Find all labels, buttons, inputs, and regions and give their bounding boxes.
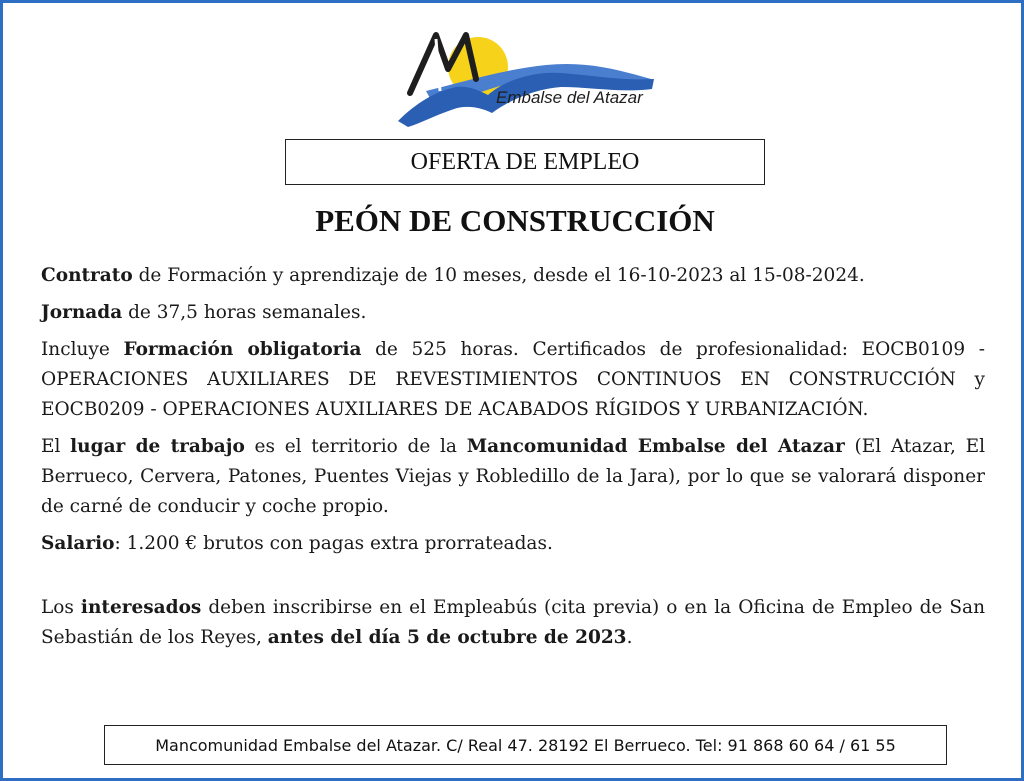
logo xyxy=(396,29,658,127)
paragraph-formacion: Incluye Formación obligatoria de 525 horas. Certificados de profesionalidad: EOCB0109 - OPERACIONES AUXILIARES DE REVESTIMIENTOS CONTINUOS EN CONSTRUCCIÓN y EOCB0209 - OPERACIONES AUXILIARES DE ACABADOS RÍGIDOS Y URBANIZACIÓN. xyxy=(41,339,985,420)
footer-contact-box xyxy=(104,725,947,765)
offer-body xyxy=(41,261,985,660)
offer-label: OFERTA DE EMPLEO xyxy=(410,148,640,175)
paragraph-contrato: Contrato de Formación y aprendizaje de 10 meses, desde el 16-10-2023 al 15-08-2024. xyxy=(41,265,865,286)
paragraph-jornada: Jornada de 37,5 horas semanales. xyxy=(41,302,367,323)
logo-graphic xyxy=(396,29,658,127)
job-title: PEÓN DE CONSTRUCCIÓN xyxy=(315,203,715,238)
footer-contact: Mancomunidad Embalse del Atazar. C/ Real 47. 28192 El Berrueco. Tel: 91 868 60 64 / 61 55 xyxy=(155,735,896,755)
paragraph-salario: Salario: 1.200 € brutos con pagas extra prorrateadas. xyxy=(41,533,553,554)
offer-label-box xyxy=(285,139,765,185)
logo-text: Embalse del Atazar xyxy=(496,88,643,107)
paragraph-interesados: Los interesados deben inscribirse en el Empleabús (cita previa) o en la Oficina de Empleo de San Sebastián de los Reyes, antes del día 5 de octubre de 2023. xyxy=(41,597,985,648)
paragraph-lugar: El lugar de trabajo es el territorio de la Mancomunidad Embalse del Atazar (El Atazar, El Berrueco, Cervera, Patones, Puentes Viejas y Robledillo de la Jara), por lo que se valorará disponer de carné de conducir y coche propio. xyxy=(41,436,985,517)
